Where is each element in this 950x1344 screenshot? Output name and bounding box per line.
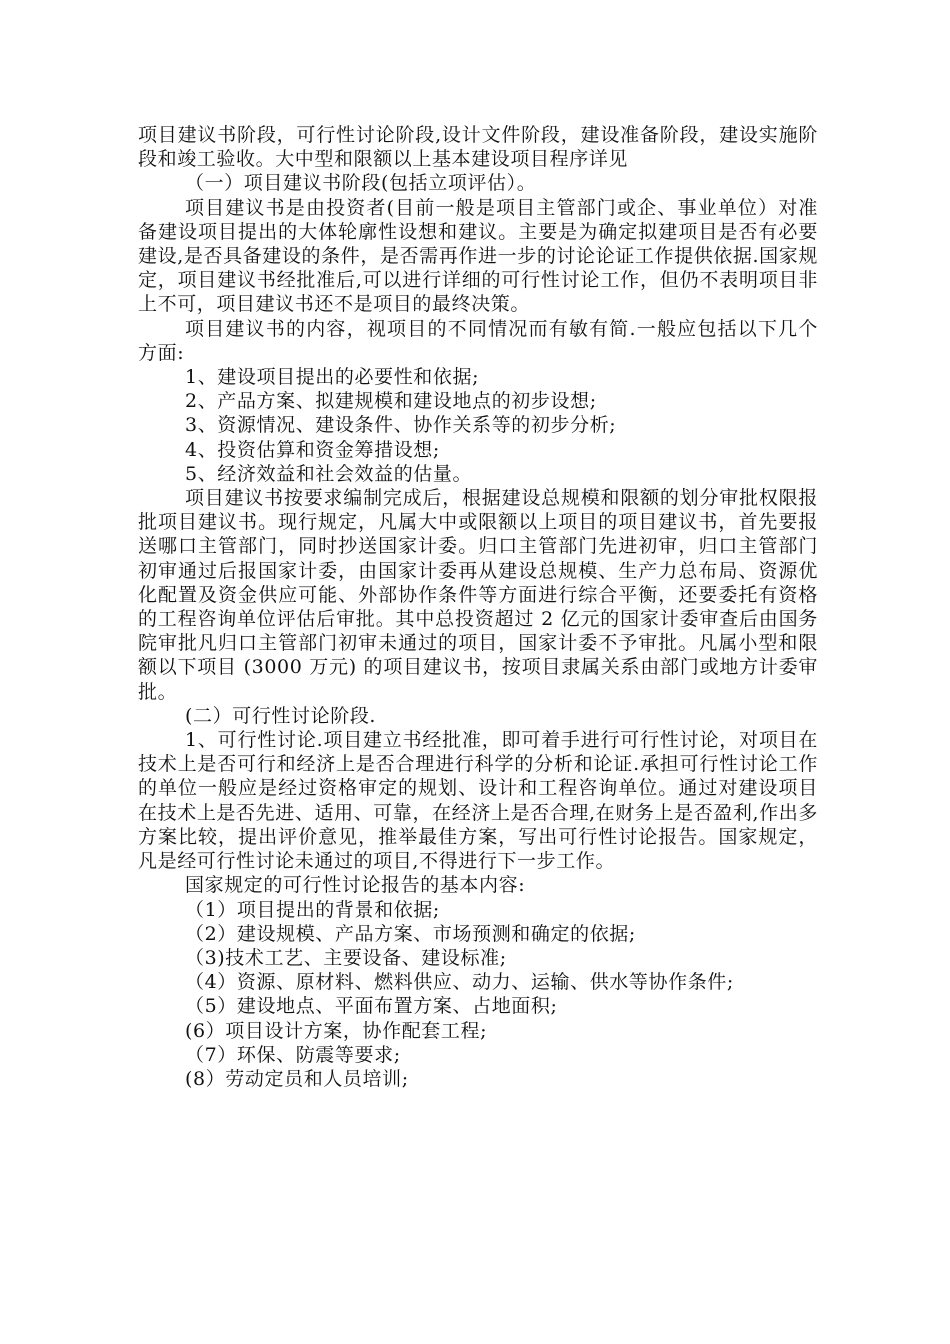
document-body bbox=[138, 123, 818, 1091]
list-item: 1、建设项目提出的必要性和依据; bbox=[185, 366, 480, 389]
intro-paragraph: 项目建议书阶段，可行性讨论阶段,设计文件阶段，建设准备阶段，建设实施阶段和竣工验收。大中型和限额以上基本建设项目程序详见 bbox=[138, 124, 818, 171]
list-item: (6）项目设计方案，协作配套工程; bbox=[185, 1019, 488, 1042]
list-item: （5）建设地点、平面布置方案、占地面积; bbox=[185, 995, 558, 1018]
body-paragraph: 1、可行性讨论.项目建立书经批准，即可着手进行可行性讨论，对项目在技术上是否可行和经济上是否合理进行科学的分析和论证.承担可行性讨论工作的单位一般应是经过资格审定的规划、设计和工程咨询单位。通过对建设项目在技术上是否先进、适用、可靠，在经济上是否合理,在财务上是否盈利,作出多方案比较，提出评价意见，推举最佳方案，写出可行性讨论报告。国家规定，凡是经可行性讨论未通过的项目,不得进行下一步工作。 bbox=[138, 729, 818, 873]
list-item: （4）资源、原材料、燃料供应、动力、运输、供水等协作条件; bbox=[185, 971, 734, 994]
list-item: 5、经济效益和社会效益的估量。 bbox=[185, 462, 473, 485]
body-paragraph: 国家规定的可行性讨论报告的基本内容: bbox=[185, 874, 526, 897]
list-item: （2）建设规模、产品方案、市场预测和确定的依据; bbox=[185, 922, 636, 945]
body-paragraph: 项目建议书按要求编制完成后，根据建设总规模和限额的划分审批权限报批项目建议书。现行规定，凡属大中或限额以上项目的项目建议书，首先要报送哪口主管部门，同时抄送国家计委。归口主管部门先进初审，归口主管部门初审通过后报国家计委，由国家计委再从建设总规模、生产力总布局、资源优化配置及资金供应可能、外部协作条件等方面进行综合平衡，还要委托有资格的工程咨询单位评估后审批。其中总投资超过 2 亿元的国家计委审查后由国务院审批凡归口主管部门初审未通过的项目，国家计委不予审批。凡属小型和限额以下项目 (3000 万元) 的项目建议书，按项目隶属关系由部门或地方计委审批。 bbox=[138, 487, 818, 703]
list-item: 3、资源情况、建设条件、协作关系等的初步分析; bbox=[185, 414, 617, 437]
body-paragraph: 项目建议书的内容，视项目的不同情况而有敏有简.一般应包括以下几个方面: bbox=[138, 317, 818, 364]
section-heading-2: (二）可行性讨论阶段. bbox=[185, 704, 377, 727]
list-item: 4、投资估算和资金筹措设想; bbox=[185, 438, 440, 461]
section-heading-1: （一）项目建议书阶段(包括立项评估）。 bbox=[185, 172, 537, 195]
list-item: （3)技术工艺、主要设备、建设标准; bbox=[185, 946, 507, 969]
list-item: 2、产品方案、拟建规模和建设地点的初步设想; bbox=[185, 390, 597, 413]
list-item: (8）劳动定员和人员培训; bbox=[185, 1067, 409, 1090]
list-item: （1）项目提出的背景和依据; bbox=[185, 898, 440, 921]
list-item: （7）环保、防震等要求; bbox=[185, 1043, 401, 1066]
body-paragraph: 项目建议书是由投资者(目前一般是项目主管部门或企、事业单位）对准备建设项目提出的大体轮廓性设想和建议。主要是为确定拟建项目是否有必要建设,是否具备建设的条件，是否需再作进一步的讨论论证工作提供依据.国家规定，项目建议书经批准后,可以进行详细的可行性讨论工作，但仍不表明项目非上不可，项目建议书还不是项目的最终决策。 bbox=[138, 196, 818, 316]
